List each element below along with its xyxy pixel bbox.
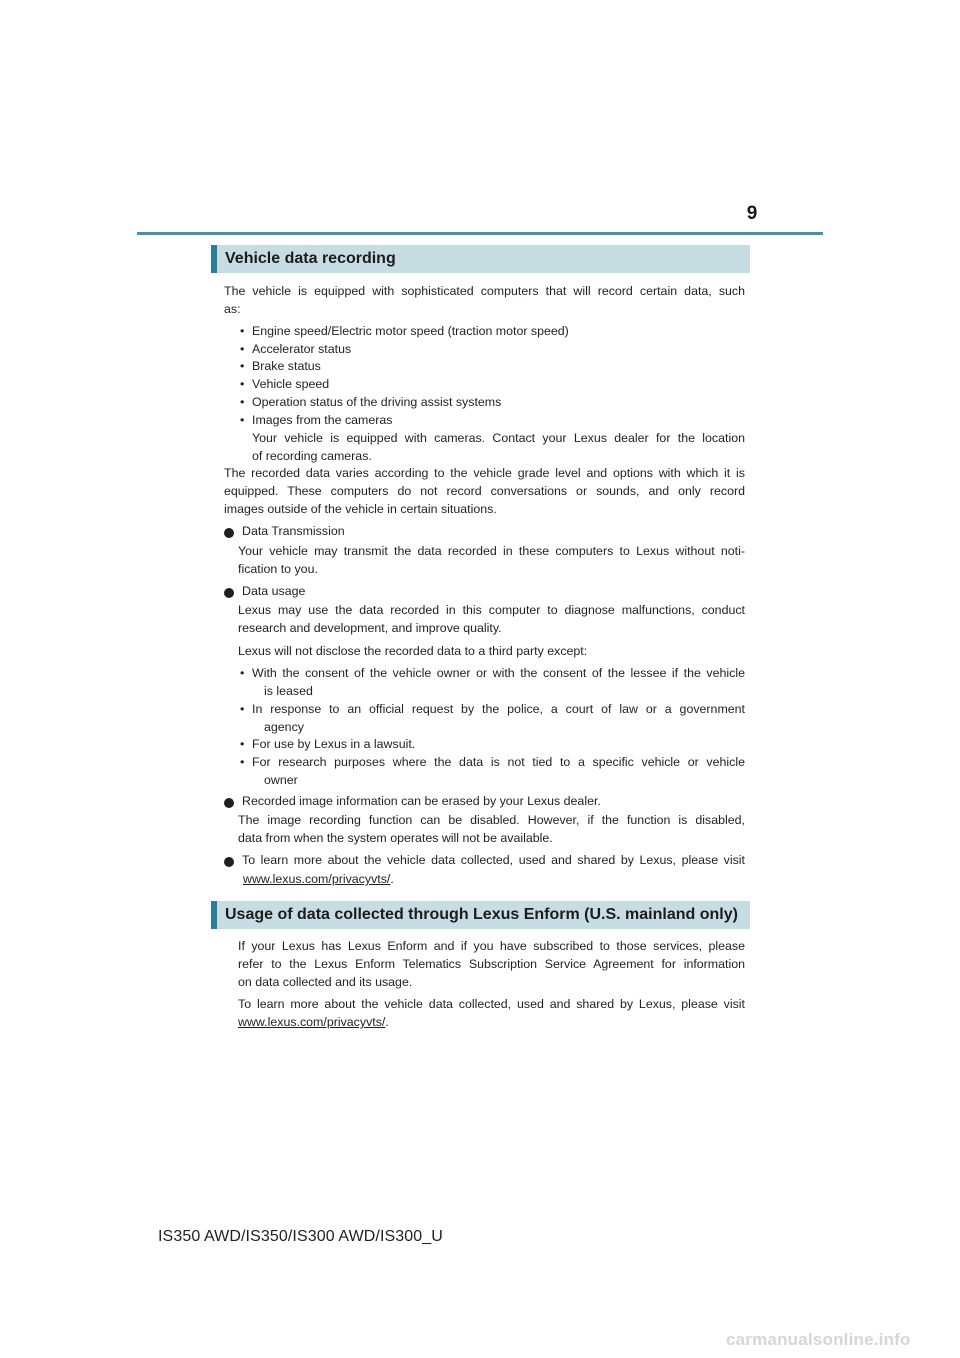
circle-bullet-icon bbox=[224, 588, 234, 598]
watermark: carmanualsonline.info bbox=[726, 1330, 911, 1349]
usage-heading: Data usage bbox=[242, 584, 306, 598]
enform-line-2: refer to the Lexus Enform Telematics Subscription Service Agreement for information bbox=[238, 957, 745, 971]
bullet-dot: • bbox=[240, 395, 245, 409]
varies-line-3: images outside of the vehicle in certain situations. bbox=[224, 502, 497, 516]
link-suffix: . bbox=[390, 872, 394, 886]
list-item-continued: is leased bbox=[264, 684, 313, 698]
list-item: Accelerator status bbox=[252, 342, 352, 356]
list-item: Operation status of the driving assist systems bbox=[252, 395, 502, 409]
camera-note-line-2: of recording cameras. bbox=[252, 449, 372, 463]
bullet-dot: • bbox=[240, 377, 245, 391]
transmission-line-1: Your vehicle may transmit the data recorded in these computers to Lexus without noti- bbox=[238, 544, 745, 558]
usage-disclose: Lexus will not disclose the recorded data to a third party except: bbox=[238, 644, 588, 658]
circle-bullet-icon bbox=[224, 857, 234, 867]
bullet-dot: • bbox=[240, 342, 245, 356]
privacy-link[interactable]: www.lexus.com/privacyvts/ bbox=[243, 872, 391, 886]
list-item: Brake status bbox=[252, 359, 321, 373]
camera-note-line-1: Your vehicle is equipped with cameras. Contact your Lexus dealer for the location bbox=[252, 431, 745, 445]
footer-model: IS350 AWD/IS350/IS300 AWD/IS300_U bbox=[158, 1228, 443, 1245]
section-title-vehicle-data-recording: Vehicle data recording bbox=[211, 245, 750, 273]
varies-line-1: The recorded data varies according to the vehicle grade level and options with which it is bbox=[224, 466, 745, 480]
bullet-dot: • bbox=[240, 413, 245, 427]
list-item-continued: owner bbox=[264, 773, 298, 787]
enform-link-line bbox=[238, 1014, 389, 1032]
bullet-dot: • bbox=[240, 666, 245, 680]
list-item: For use by Lexus in a lawsuit. bbox=[252, 737, 416, 751]
learn-more-text: To learn more about the vehicle data collected, used and shared by Lexus, please visit bbox=[242, 853, 745, 867]
section-title-lexus-enform-usage: Usage of data collected through Lexus Enform (U.S. mainland only) bbox=[211, 901, 750, 929]
privacy-link[interactable]: www.lexus.com/privacyvts/ bbox=[238, 1015, 386, 1029]
image-info-line-1: The image recording function can be disabled. However, if the function is disabled, bbox=[238, 813, 745, 827]
list-item: In response to an official request by the police, a court of law or a government bbox=[252, 702, 745, 716]
enform-learn-more: To learn more about the vehicle data collected, used and shared by Lexus, please visit bbox=[238, 997, 745, 1011]
bullet-dot: • bbox=[240, 737, 245, 751]
list-item: Engine speed/Electric motor speed (traction motor speed) bbox=[252, 324, 569, 338]
enform-line-3: on data collected and its usage. bbox=[238, 975, 413, 989]
list-item: With the consent of the vehicle owner or with the consent of the lessee if the vehicle bbox=[252, 666, 745, 680]
list-item: Vehicle speed bbox=[252, 377, 330, 391]
link-suffix: . bbox=[385, 1015, 389, 1029]
list-item: Images from the cameras bbox=[252, 413, 393, 427]
transmission-heading: Data Transmission bbox=[242, 524, 345, 538]
enform-line-1: If your Lexus has Lexus Enform and if you have subscribed to those services, please bbox=[238, 939, 745, 953]
image-info-heading: Recorded image information can be erased by your Lexus dealer. bbox=[242, 794, 601, 808]
bullet-dot: • bbox=[240, 702, 245, 716]
bullet-dot: • bbox=[240, 324, 245, 338]
image-info-line-2: data from when the system operates will not be available. bbox=[238, 831, 553, 845]
bullet-dot: • bbox=[240, 359, 245, 373]
transmission-line-2: fication to you. bbox=[238, 562, 318, 576]
page-number: 9 bbox=[746, 203, 758, 224]
header-rule bbox=[137, 232, 823, 235]
varies-line-2: equipped. These computers do not record conversations or sounds, and only record bbox=[224, 484, 745, 498]
usage-line-1: Lexus may use the data recorded in this computer to diagnose malfunctions, conduct bbox=[238, 603, 745, 617]
usage-line-2: research and development, and improve quality. bbox=[238, 621, 502, 635]
circle-bullet-icon bbox=[224, 528, 234, 538]
bullet-dot: • bbox=[240, 755, 245, 769]
intro-line-2: as: bbox=[224, 302, 241, 316]
list-item-continued: agency bbox=[264, 720, 304, 734]
circle-bullet-icon bbox=[224, 798, 234, 808]
intro-line-1: The vehicle is equipped with sophisticated computers that will record certain data, such bbox=[224, 284, 745, 298]
learn-more-line bbox=[243, 871, 394, 889]
list-item: For research purposes where the data is not tied to a specific vehicle or vehicle bbox=[252, 755, 745, 769]
